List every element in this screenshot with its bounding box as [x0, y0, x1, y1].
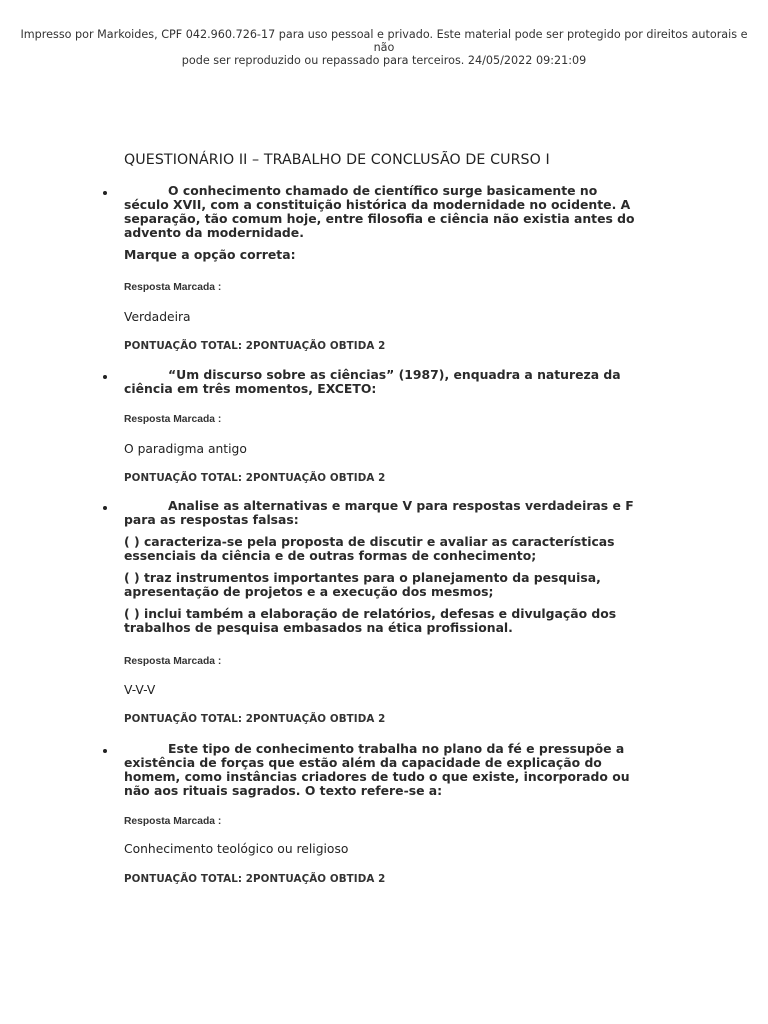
answer-label: Resposta Marcada :	[124, 414, 222, 425]
answer-label: Resposta Marcada :	[124, 816, 222, 827]
answer-label: Resposta Marcada :	[124, 282, 222, 293]
bullet-icon	[103, 506, 107, 510]
question-text: Analise as alternativas e marque V para respostas verdadeiras e F para as respostas falsas:	[124, 498, 634, 527]
answer-value: Verdadeira	[124, 310, 191, 324]
question-item-3	[124, 498, 644, 725]
question-text: “Um discurso sobre as ciências” (1987), enquadra a natureza da ciência em três momentos, EXCETO:	[124, 367, 621, 396]
print-watermark	[20, 28, 748, 67]
question-item-4	[124, 741, 644, 885]
watermark-line-1: Impresso por Markoides, CPF 042.960.726-17 para uso pessoal e privado. Este material pode ser protegido por direitos autorais e não	[20, 28, 748, 54]
question-item-2	[124, 367, 644, 484]
question-instruction: Marque a opção correta:	[124, 247, 296, 262]
question-text: O conhecimento chamado de científico surge basicamente no século XVII, com a constituição histórica da modernidade no ocidente. A separação, tão comum hoje, entre filosofia e ciência não existia antes do advento da modernidade.	[124, 183, 635, 240]
alternative-3: ( ) inclui também a elaboração de relatórios, defesas e divulgação dos trabalhos de pesquisa embasados na ética profissional.	[124, 606, 617, 635]
score-line: PONTUAÇÃO TOTAL: 2PONTUAÇÃO OBTIDA 2	[124, 340, 386, 352]
bullet-icon	[103, 191, 107, 195]
bullet-icon	[103, 375, 107, 379]
answer-value: O paradigma antigo	[124, 442, 247, 456]
answer-label: Resposta Marcada :	[124, 656, 222, 667]
watermark-line-2: pode ser reproduzido ou repassado para terceiros. 24/05/2022 09:21:09	[181, 54, 587, 67]
question-text: Este tipo de conhecimento trabalha no plano da fé e pressupõe a existência de forças que estão além da capacidade de explicação do homem, como instâncias criadores de tudo o que existe, incorporado ou não aos rituais sagrados. O texto refere-se a:	[124, 741, 630, 798]
score-line: PONTUAÇÃO TOTAL: 2PONTUAÇÃO OBTIDA 2	[124, 873, 386, 885]
answer-value: Conhecimento teológico ou religioso	[124, 842, 349, 856]
question-item-1	[124, 183, 644, 352]
alternative-2: ( ) traz instrumentos importantes para o planejamento da pesquisa, apresentação de projetos e a execução dos mesmos;	[124, 570, 601, 599]
answer-value: V-V-V	[124, 683, 156, 697]
score-line: PONTUAÇÃO TOTAL: 2PONTUAÇÃO OBTIDA 2	[124, 713, 386, 725]
alternative-1: ( ) caracteriza-se pela proposta de discutir e avaliar as características essenciais da ciência e de outras formas de conhecimento;	[124, 534, 615, 563]
document-title: QUESTIONÁRIO II – TRABALHO DE CONCLUSÃO DE CURSO I	[124, 152, 550, 168]
bullet-icon	[103, 749, 107, 753]
score-line: PONTUAÇÃO TOTAL: 2PONTUAÇÃO OBTIDA 2	[124, 472, 386, 484]
